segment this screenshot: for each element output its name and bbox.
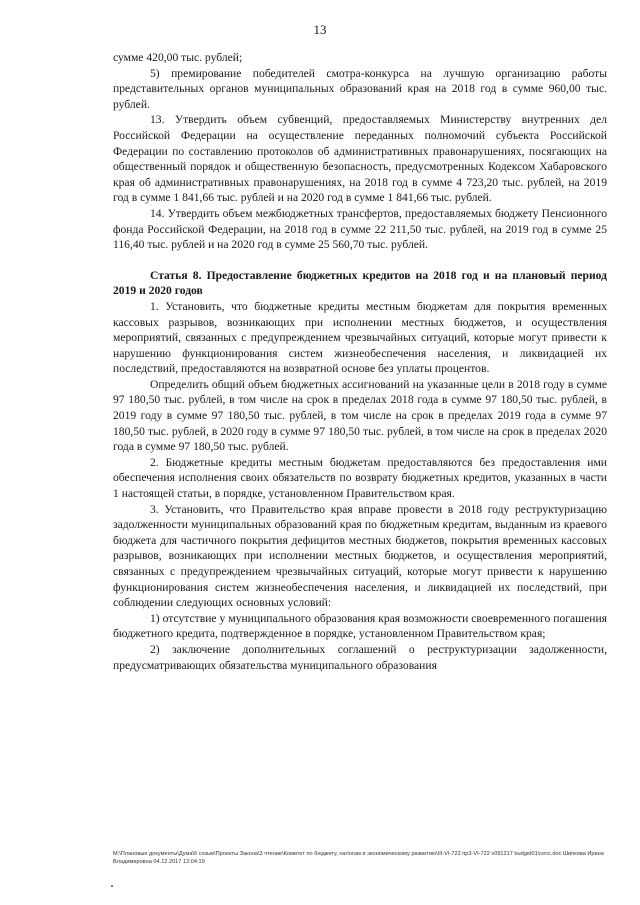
document-body [113, 50, 607, 673]
paragraph: 2) заключение дополнительных соглашений о реструктуризации задолженности, предусматривающих обязательства муниципального образования [113, 642, 607, 672]
paragraph: Определить общий объем бюджетных ассигнований на указанные цели в 2018 году в сумме 97 180,50 тыс. рублей, в том числе на срок в пределах 2018 года в сумме 97 180,50 тыс. рублей, в 2019 году в сумме 97 180,50 тыс. рублей, в том числе на срок в пределах 2019 года в сумме 97 180,50 тыс. рублей, в 2020 году в сумме 97 180,50 тыс. рублей, в том числе на срок в пределах 2020 года в сумме 97 180,50 тыс. рублей. [113, 377, 607, 454]
paragraph: 13. Утвердить объем субвенций, предоставляемых Министерству внутренних дел Российской Федерации на осуществление переданных полномочий субъекта Российской Федерации по составлению протоколов об административных правонарушениях, посягающих на общественный порядок и общественную безопасность, предусмотренных Кодексом Хабаровского края об административных правонарушениях, на 2018 год в сумме 4 723,20 тыс. рублей, на 2019 год в сумме 1 841,66 тыс. рублей и на 2020 год в сумме 1 841,66 тыс. рублей. [113, 113, 607, 205]
page-number: 13 [313, 22, 327, 37]
article-heading: Статья 8. Предоставление бюджетных кредитов на 2018 год и на плановый период 2019 и 2020 годов [113, 268, 607, 298]
paragraph: сумме 420,00 тыс. рублей; [113, 51, 243, 64]
paragraph: 1. Установить, что бюджетные кредиты местным бюджетам для покрытия временных кассовых разрывов, возникающих при исполнении местных бюджетов, и осуществления мероприятий, связанных с предупреждением чрезвычайных ситуаций, которые могут привести к нарушению функционирования систем жизнеобеспечения населения, и ликвидацией их последствий, предоставляются на возвратной основе без уплаты процентов. [113, 299, 607, 376]
file-path-footer: М:\Плановые документы\Дума\6 созыв\Проекты Закона\3 чтение\Комитет по бюджету, налогам и экономическому развитию\III-VI-722 пр3-VI-722 v091217 budget01\сесс.doc Шипкова Ирина Владимировна 04.12.2017 12:04:19 [113, 851, 604, 865]
paragraph: 2. Бюджетные кредиты местным бюджетам предоставляются без предоставления ими обеспечения исполнения своих обязательств по возврату бюджетных кредитов, указанных в части 1 настоящей статьи, в порядке, установленном Правительством края. [113, 455, 607, 501]
paragraph: 3. Установить, что Правительство края вправе провести в 2018 году реструктуризацию задолженности муниципальных образований края по бюджетным кредитам, выданным из краевого бюджета для частичного покрытия дефицитов местных бюджетов, покрытия временных кассовых разрывов, возникающих при исполнении местных бюджетов, и осуществления мероприятий, связанных с предупреждением чрезвычайных ситуаций, которые могут привести к нарушению функционирования систем жизнеобеспечения населения, и ликвидацией их последствий, при соблюдении следующих основных условий: [113, 502, 607, 610]
paragraph: 1) отсутствие у муниципального образования края возможности своевременного погашения бюджетного кредита, подтвержденное в порядке, установленном Правительством края; [113, 611, 607, 641]
paragraph: 14. Утвердить объем межбюджетных трансфертов, предоставляемых бюджету Пенсионного фонда Российской Федерации, на 2018 год в сумме 22 211,50 тыс. рублей, на 2019 год в сумме 25 116,40 тыс. рублей и на 2020 год в сумме 25 560,70 тыс. рублей. [113, 206, 607, 252]
margin-dot [111, 885, 113, 887]
paragraph: 5) премирование победителей смотра-конкурса на лучшую организацию работы представительных органов муниципальных образований края на 2018 год в сумме 960,00 тыс. рублей. [113, 66, 607, 111]
